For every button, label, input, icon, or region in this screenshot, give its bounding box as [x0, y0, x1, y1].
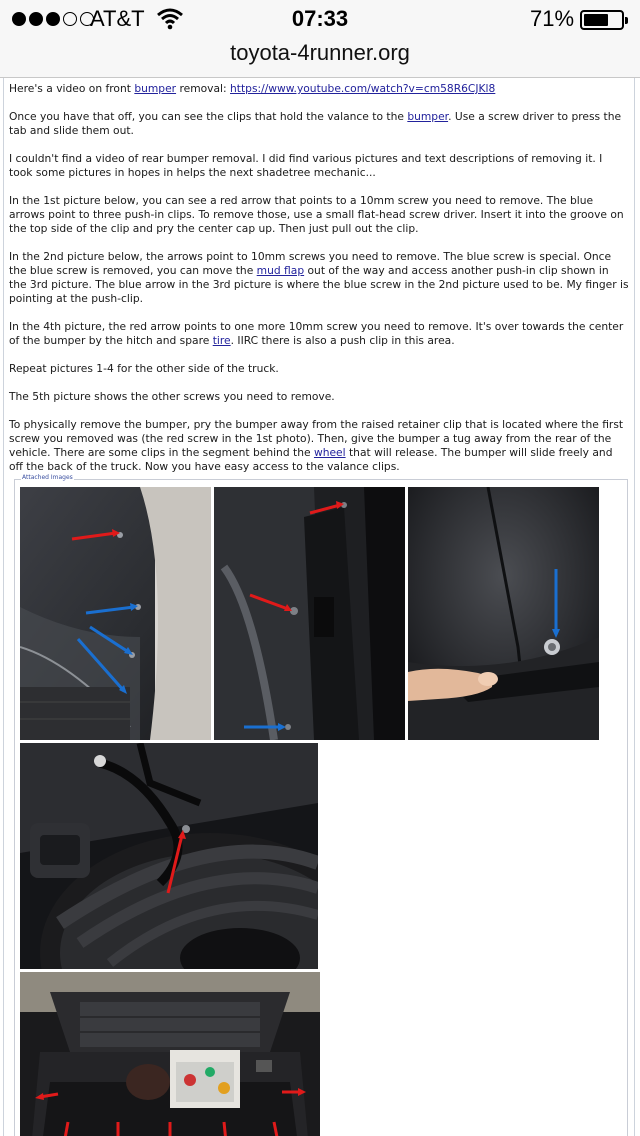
post-paragraph: Once you have that off, you can see the clips that hold the valance to the bumper. Use a screw driver to press the tab and slide them out. — [9, 110, 622, 137]
photo-1-image — [20, 487, 211, 740]
status-bar — [0, 0, 640, 40]
photo-3-image — [408, 487, 599, 740]
post-paragraph: In the 4th picture, the red arrow points to one more 10mm screw you need to remove. It's over towards the center of the bumper by the hitch and spare tire. IIRC there is also a push clip in this area. — [9, 320, 624, 347]
bumper-link[interactable]: bumper — [134, 82, 177, 95]
battery-percent: 71% — [530, 6, 575, 31]
browser-chrome — [0, 0, 640, 78]
post-paragraph: To physically remove the bumper, pry the bumper away from the raised retainer clip that is located where the first screw you removed was (the red screw in the 1st photo). Then, give the bumper a tug away from the rear of the vehicle. There are some clips in the segment behind the wheel that will release. The bumper will slide freely and off the back of the truck. Now you have easy access to the valance clips. — [9, 418, 624, 473]
youtube-link[interactable]: https://www.youtube.com/watch?v=cm58R6CJKl8 — [230, 82, 496, 95]
url-bar[interactable] — [0, 40, 640, 66]
tire-link[interactable]: tire — [212, 334, 231, 347]
url-domain: toyota-4runner.org — [230, 40, 410, 65]
photo-2-image — [214, 487, 405, 740]
mud-flap-link[interactable]: mud flap — [256, 264, 305, 277]
status-time: 07:33 — [291, 6, 349, 31]
attached-photo-4[interactable] — [20, 743, 318, 969]
attached-images-legend: Attached Images — [22, 474, 73, 481]
attached-images-fieldset — [14, 474, 628, 1136]
post-paragraph: Here's a video on front bumper removal: https://www.youtube.com/watch?v=cm58R6CJKl8 — [9, 82, 496, 95]
attached-photo-2[interactable] — [214, 487, 405, 740]
post-paragraph: In the 1st picture below, you can see a red arrow that points to a 10mm screw you need to remove. The blue arrows point to three push-in clips. To remove those, use a small flat-head screw driver. Insert it into the groove on the top side of the clip and pry the center cap up. Then just pull out the clip. — [9, 194, 624, 235]
battery-icon — [580, 10, 624, 30]
photo-4-image — [20, 743, 318, 969]
photo-5-image — [20, 972, 320, 1136]
post-paragraph: I couldn't find a video of rear bumper removal. I did find various pictures and text descriptions of removing it. I took some pictures in hopes in helps the next shadetree mechanic... — [9, 152, 603, 179]
wheel-link[interactable]: wheel — [313, 446, 346, 459]
post-paragraph: The 5th picture shows the other screws you need to remove. — [9, 390, 335, 403]
forum-post-body — [9, 82, 629, 488]
carrier-label: AT&T — [90, 6, 145, 31]
post-paragraph: In the 2nd picture below, the arrows point to 10mm screws you need to remove. The blue screw is special. Once the blue screw is removed, you can move the mud flap out of the way and access another push-in clip shown in the 3rd picture. The blue arrow in the 3rd picture is where the blue screw in the 2nd picture used to be. My finger is pointing at the push-clip. — [9, 250, 629, 305]
attached-photo-5[interactable] — [20, 972, 320, 1136]
post-paragraph: Repeat pictures 1-4 for the other side of the truck. — [9, 362, 279, 375]
attached-photo-1[interactable] — [20, 487, 211, 740]
attached-photo-3[interactable] — [408, 487, 599, 740]
bumper-link[interactable]: bumper — [407, 110, 449, 123]
forum-post-container — [3, 78, 635, 1136]
